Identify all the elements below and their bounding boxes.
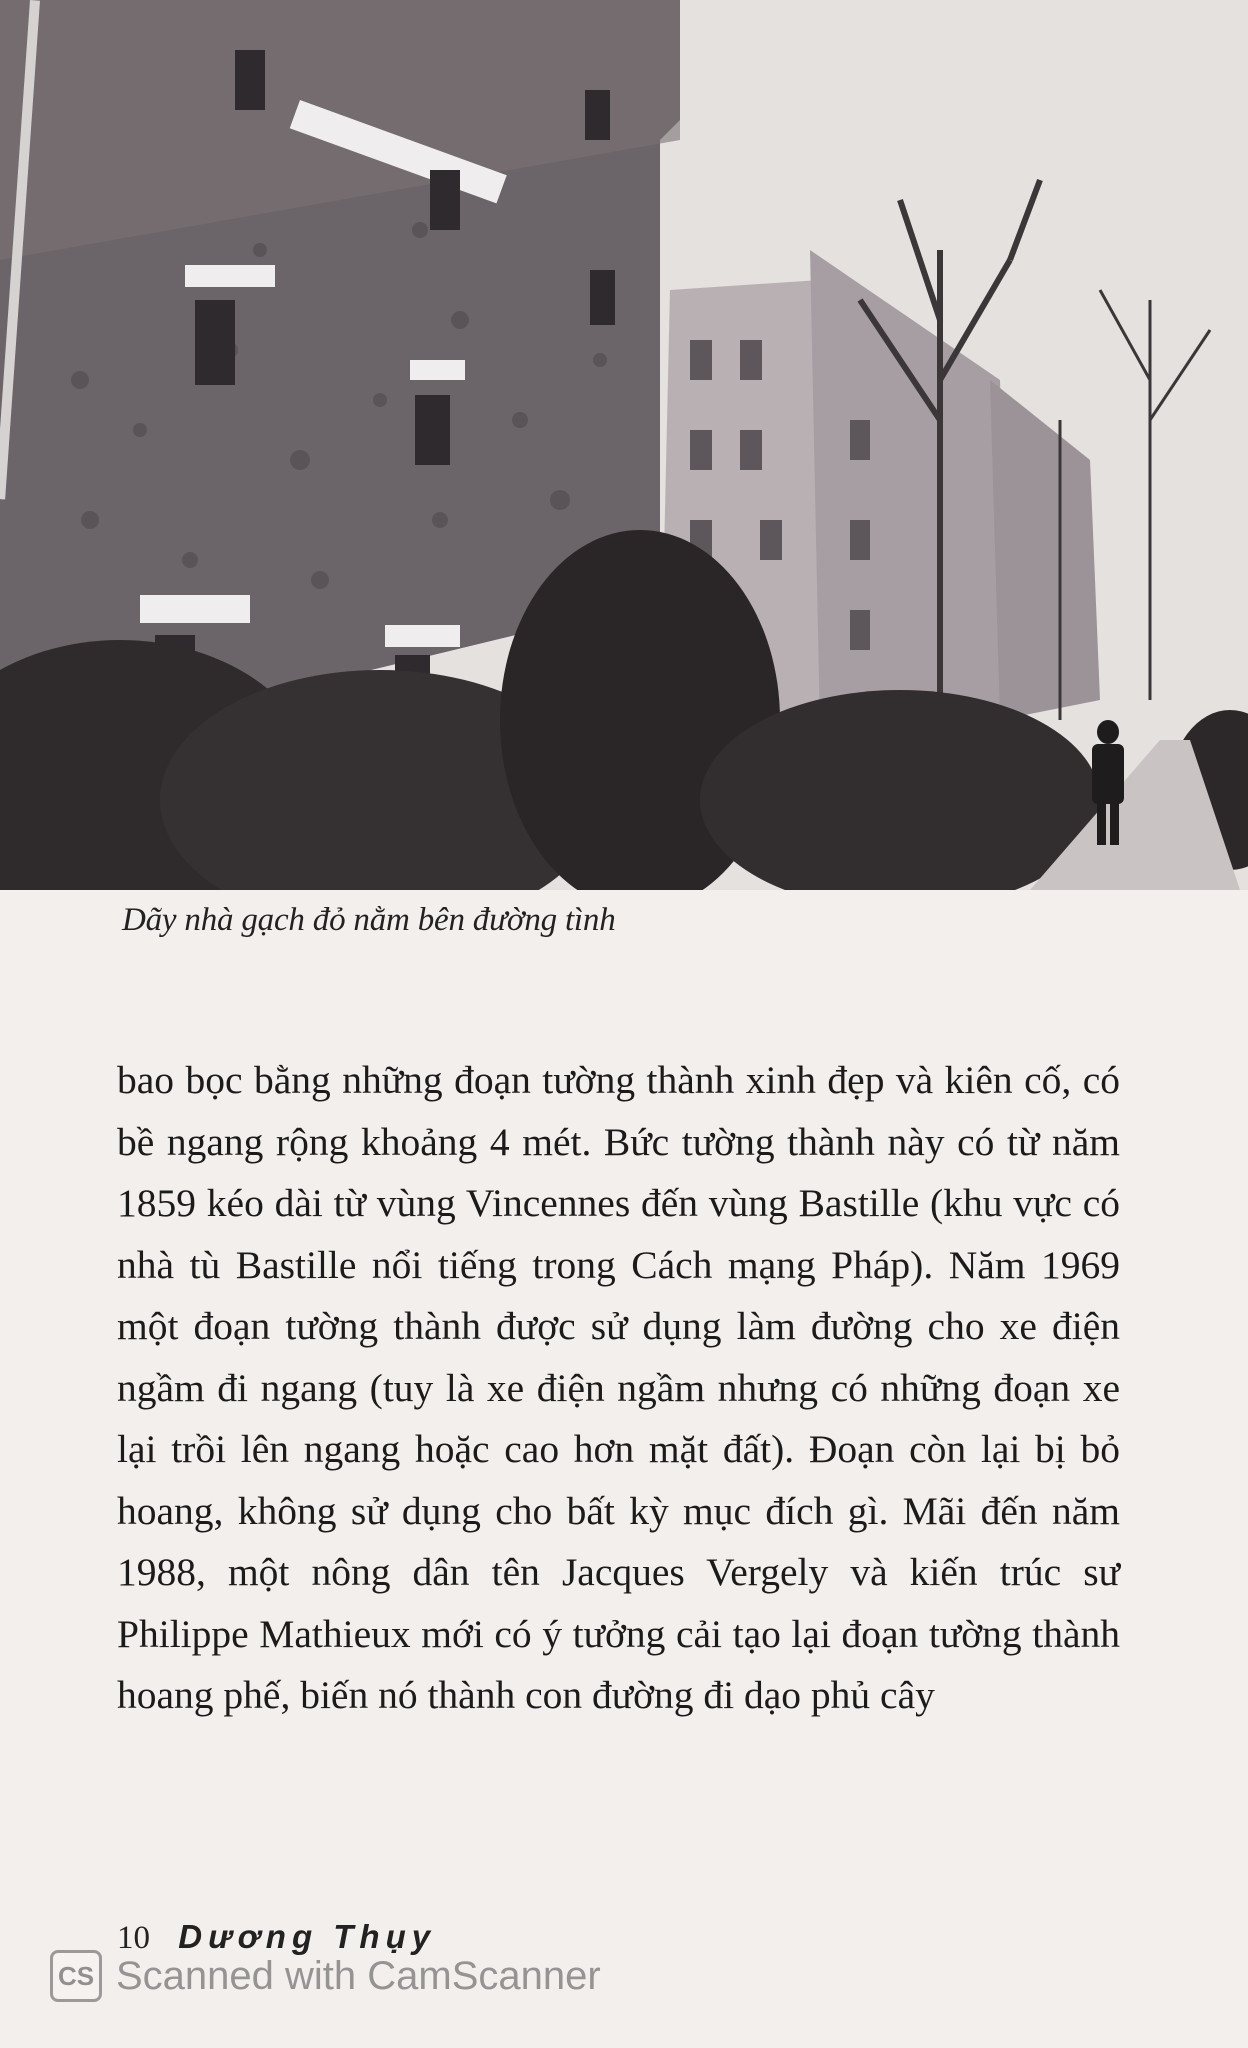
photo-caption: Dãy nhà gạch đỏ nằm bên đường tình xyxy=(122,902,616,938)
body-paragraph: bao bọc bằng những đoạn tường thành xinh đẹp và kiên cố, có bề ngang rộng khoảng 4 mét. Bức tường thành này có từ năm 1859 kéo dài từ vùng Vincennes đến vùng Bastille (khu vực có nhà tù Bastille nổi tiếng trong Cách mạng Pháp). Năm 1969 một đoạn tường thành được sử dụng làm đường cho xe điện ngầm đi ngang (tuy là xe điện ngầm nhưng có những đoạn xe lại trồi lên ngang hoặc cao hơn mặt đất). Đoạn còn lại bị bỏ hoang, không sử dụng cho bất kỳ mục đích gì. Mãi đến năm 1988, một nông dân tên Jacques Vergely và kiến trúc sư Philippe Mathieux mới có ý tưởng cải tạo lại đoạn tường thành hoang phế, biến nó thành con đường đi dạo phủ cây xyxy=(117,1058,1120,1717)
street-photo-illustration xyxy=(0,0,1248,890)
watermark-text: Scanned with CamScanner xyxy=(116,1953,601,1998)
page-number: 10 xyxy=(117,1920,150,1956)
author-name: Dương Thụy xyxy=(178,1918,437,1955)
body-text xyxy=(117,1050,1120,1727)
camscanner-logo-icon: CS xyxy=(50,1950,102,2002)
book-photo xyxy=(0,0,1248,890)
scanner-watermark xyxy=(50,1950,601,2002)
